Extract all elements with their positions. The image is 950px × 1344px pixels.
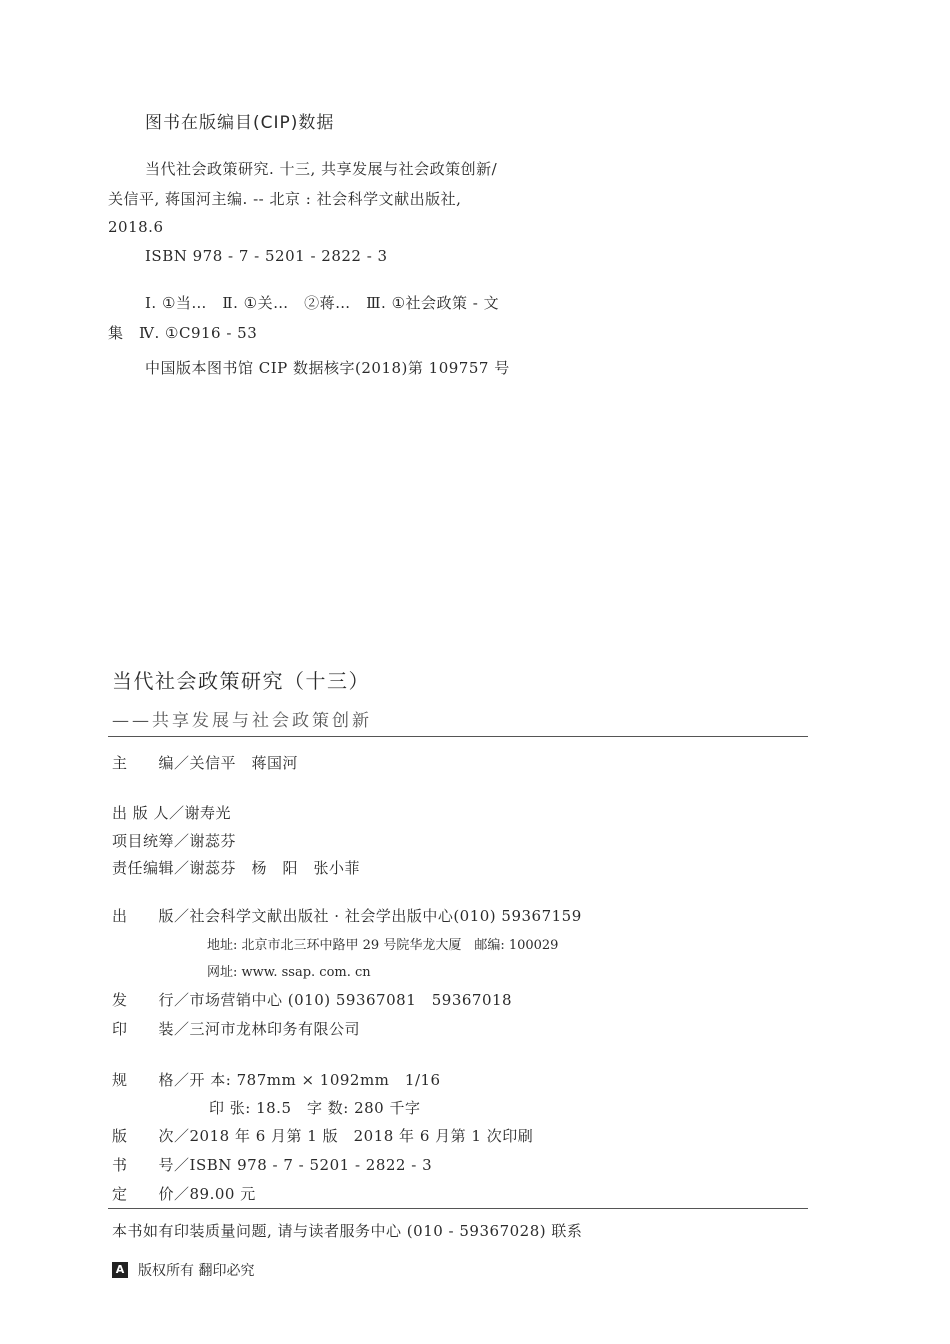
editor-value: 关信平 蒋国河 (189, 754, 299, 772)
publisher-address: 地址: 北京市北三环中路甲 29 号院华龙大厦 邮编: 100029 (207, 938, 559, 953)
editor-label: 主 编／ (112, 754, 190, 772)
price-label: 定 价／ (112, 1185, 190, 1203)
book-subtitle: ——共享发展与社会政策创新 (112, 711, 372, 731)
sheets-value: 印 张: 18.5 字 数: 280 千字 (209, 1099, 421, 1117)
edition-label: 版 次／ (112, 1127, 190, 1145)
cip-line-3: 2018.6 (108, 218, 164, 236)
price-value: 89.00 元 (189, 1185, 256, 1203)
responsible-editor-label: 责任编辑／ (112, 859, 190, 877)
publisher-label: 出 版／ (112, 907, 190, 925)
format-label: 规 格／ (112, 1071, 190, 1089)
project-label: 项目统筹／ (112, 832, 190, 850)
price-row (112, 1183, 256, 1204)
copyright-notice: 版权所有 翻印必究 (138, 1263, 255, 1279)
format-value: 开 本: 787mm × 1092mm 1/16 (189, 1071, 441, 1089)
distribution-value: 市场营销中心 (010) 59367081 59367018 (189, 991, 513, 1009)
printing-label: 印 装／ (112, 1020, 190, 1038)
cip-line-1: 当代社会政策研究. 十三, 共享发展与社会政策创新/ (145, 160, 498, 178)
publisher-person-label: 出 版 人／ (112, 804, 185, 822)
book-title: 当代社会政策研究（十三） (112, 669, 370, 693)
cip-classification-1: Ⅰ. ①当… Ⅱ. ①关… ②蒋… Ⅲ. ①社会政策 - 文 (145, 294, 500, 312)
editor-row (112, 752, 298, 773)
project-row (112, 830, 236, 851)
isbn-label: 书 号／ (112, 1156, 190, 1174)
title-divider (108, 736, 808, 737)
responsible-editor-row (112, 857, 360, 878)
printing-row (112, 1018, 360, 1039)
cip-heading: 图书在版编目(CIP)数据 (145, 113, 335, 133)
isbn-row (112, 1154, 432, 1175)
cip-line-2: 关信平, 蒋国河主编. -- 北京 : 社会科学文献出版社, (108, 190, 462, 208)
publisher-person-row (112, 802, 231, 823)
distribution-label: 发 行／ (112, 991, 190, 1009)
printing-value: 三河市龙林印务有限公司 (189, 1020, 361, 1038)
edition-row (112, 1125, 533, 1146)
publisher-value: 社会科学文献出版社 · 社会学出版中心(010) 59367159 (189, 907, 582, 925)
distribution-row (112, 989, 512, 1010)
format-row (112, 1069, 441, 1090)
isbn-value: ISBN 978 - 7 - 5201 - 2822 - 3 (189, 1156, 433, 1174)
publisher-website: 网址: www. ssap. com. cn (207, 965, 371, 980)
project-value: 谢蕊芬 (189, 832, 237, 850)
edition-value: 2018 年 6 月第 1 版 2018 年 6 月第 1 次印刷 (189, 1127, 534, 1145)
publisher-logo-icon: A (112, 1262, 128, 1278)
publisher-person-value: 谢寿光 (184, 804, 232, 822)
quality-notice: 本书如有印装质量问题, 请与读者服务中心 (010 - 59367028) 联系 (112, 1222, 583, 1240)
cip-isbn: ISBN 978 - 7 - 5201 - 2822 - 3 (145, 247, 388, 265)
cip-record-number: 中国版本图书馆 CIP 数据核字(2018)第 109757 号 (145, 359, 510, 377)
responsible-editor-value: 谢蕊芬 杨 阳 张小菲 (189, 859, 361, 877)
footer-divider (108, 1208, 808, 1209)
publisher-row (112, 905, 582, 926)
cip-classification-2: 集 Ⅳ. ①C916 - 53 (108, 324, 258, 342)
